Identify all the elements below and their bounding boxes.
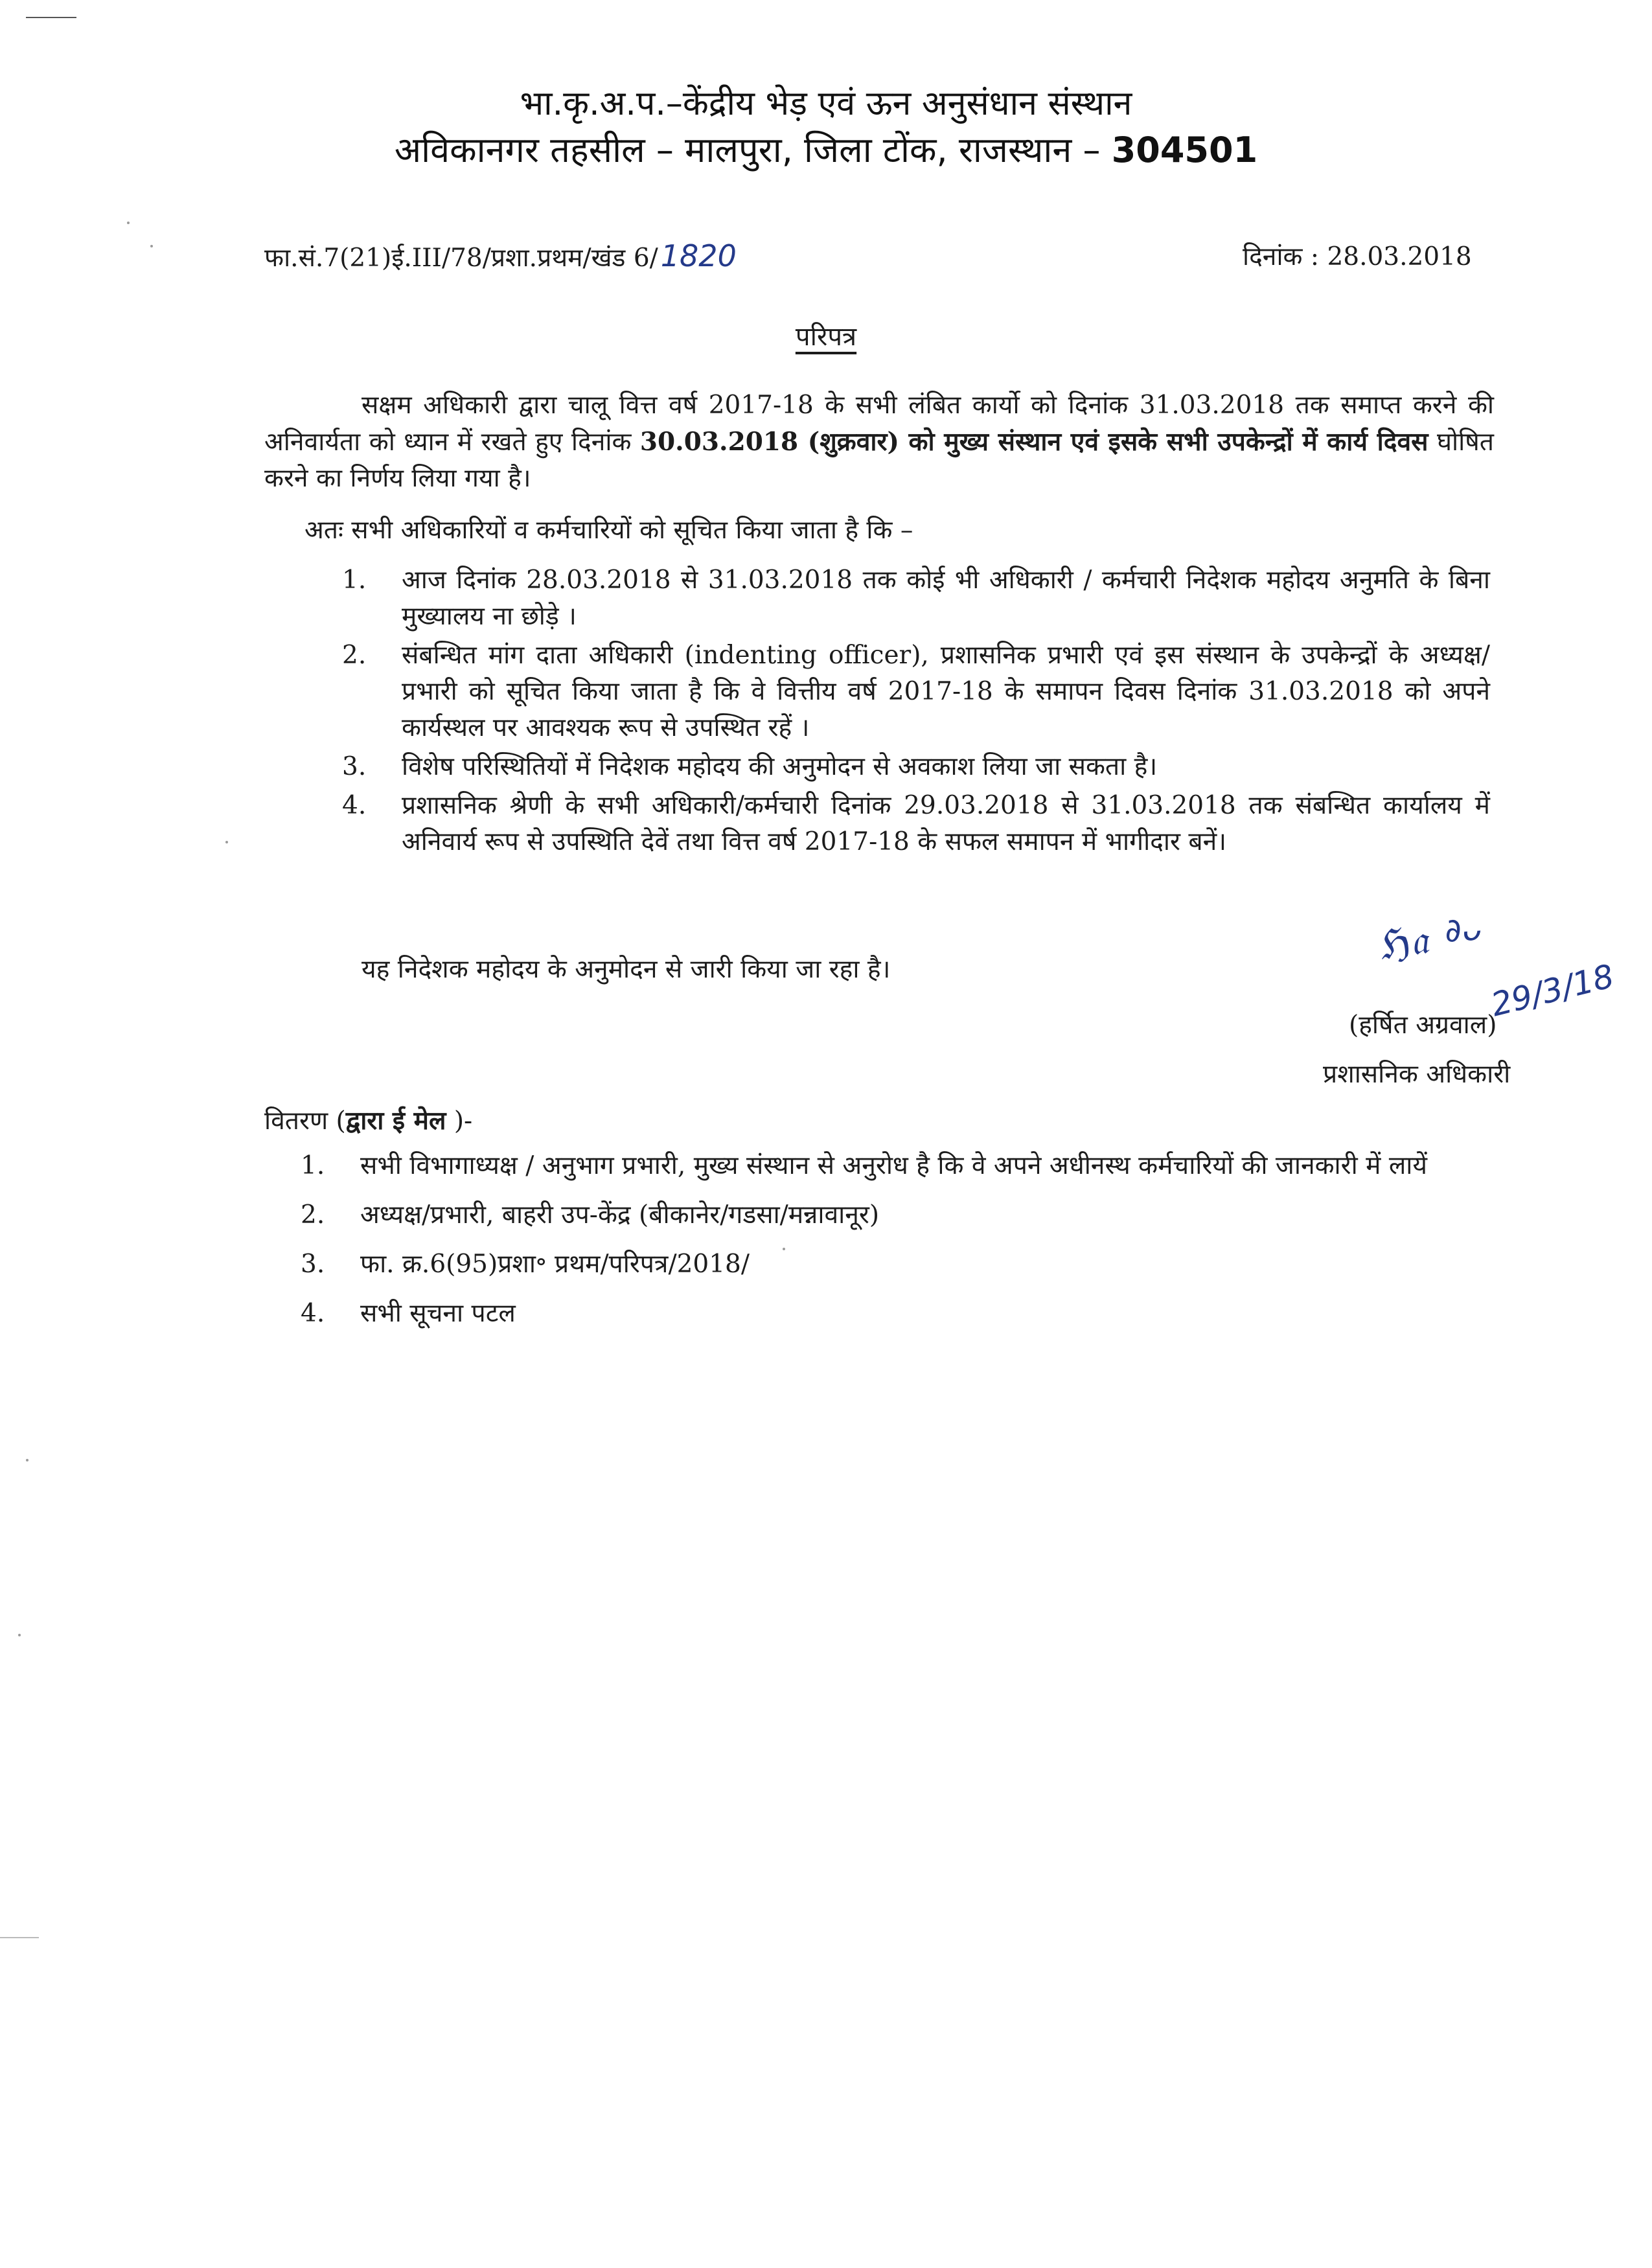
handwritten-signature: ℌ𝔞 bbox=[1377, 915, 1431, 969]
distribution-list bbox=[301, 1148, 1526, 1345]
institute-name: भा.कृ.अ.प.–केंद्रीय भेड़ एवं ऊन अनुसंधान संस्थान bbox=[520, 84, 1132, 123]
para-start: सक्षम अधिकारी द्वारा चालू वित्त वर्ष 2017-18 के सभी लंबित कार्यो को दिनांक 31.03.2018 तक समाप्त करने की अनिवार्यता को ध्यान में रखते हुए दिनांक bbox=[264, 391, 1494, 457]
scan-speck bbox=[127, 222, 130, 224]
handwritten-dispatch-number: 1820 bbox=[660, 238, 737, 273]
instruction-list bbox=[342, 562, 1490, 863]
item-text: विशेष परिस्थितियों में निदेशक महोदय की अनुमोदन से अवकाश लिया जा सकता है। bbox=[402, 752, 1158, 781]
item-text: संबन्धित मांग दाता अधिकारी (indenting officer), प्रशासनिक प्रभारी एवं इस संस्थान के उपकेन्द्रों के अध्यक्ष/प्रभारी को सूचित किया जाता है कि वे वित्तीय वर्ष 2017-18 के समापन दिवस दिनांक 31.03.2018 को अपने कार्यस्थल पर आवश्यक रूप से उपस्थित रहें । bbox=[402, 641, 1490, 742]
list-item bbox=[301, 1296, 1526, 1332]
para-bold: 30.03.2018 (शुक्रवार) को मुख्य संस्थान एवं इसके सभी उपकेन्द्रों में कार्य दिवस bbox=[639, 427, 1428, 457]
signature-date: 29/3/18 bbox=[1487, 957, 1618, 1024]
list-item bbox=[301, 1148, 1526, 1184]
list-item bbox=[342, 788, 1490, 860]
para-end: घोषित करने का निर्णय लिया गया है। bbox=[264, 428, 1494, 493]
item-text: सभी विभागाध्यक्ष / अनुभाग प्रभारी, मुख्य संस्थान से अनुरोध है कि वे अपने अधीनस्थ कर्मचारियों की जानकारी में लायें bbox=[360, 1151, 1427, 1180]
item-number: 2. bbox=[342, 641, 367, 670]
intro-line: अतः सभी अधिकारियों व कर्मचारियों को सूचित किया जाता है कि – bbox=[304, 516, 913, 545]
scan-speck bbox=[225, 841, 228, 843]
distribution-label-prefix: वितरण ( bbox=[264, 1106, 346, 1136]
circular-heading bbox=[0, 317, 1652, 353]
file-number-text: फा.सं.7(21)ई.III/78/प्रशा.प्रथम/खंड 6/ bbox=[264, 244, 658, 273]
list-item bbox=[301, 1197, 1526, 1233]
item-text: आज दिनांक 28.03.2018 से 31.03.2018 तक कोई भी अधिकारी / कर्मचारी निदेशक महोदय अनुमति के बिना मुख्यालय ना छोड़े । bbox=[402, 566, 1490, 631]
list-item bbox=[342, 637, 1490, 746]
scan-edge-mark bbox=[26, 17, 76, 18]
scan-speck bbox=[18, 1634, 21, 1636]
distribution-label-bold: द्वारा ई मेल bbox=[345, 1106, 446, 1136]
main-paragraph bbox=[264, 387, 1494, 497]
circular-heading-text: परिपत्र bbox=[795, 322, 857, 352]
item-number: 1. bbox=[301, 1151, 325, 1180]
item-text: अध्यक्ष/प्रभारी, बाहरी उप-केंद्र (बीकानेर/गडसा/मन्नावानूर) bbox=[360, 1200, 880, 1230]
list-item bbox=[301, 1246, 1526, 1283]
item-number: 2. bbox=[301, 1200, 325, 1230]
item-number: 1. bbox=[342, 566, 367, 595]
scan-speck bbox=[150, 245, 153, 247]
signatory-name: (हर्षित अग्रवाल) bbox=[1349, 1011, 1497, 1040]
scan-speck bbox=[26, 1459, 29, 1461]
item-text: प्रशासनिक श्रेणी के सभी अधिकारी/कर्मचारी दिनांक 29.03.2018 से 31.03.2018 तक संबन्धित कार्यालय में अनिवार्य रूप से उपस्थिति देवें तथा वित्त वर्ष 2017-18 के सफल समापन में भागीदार बनें। bbox=[402, 791, 1490, 856]
list-item bbox=[342, 749, 1490, 785]
item-number: 4. bbox=[301, 1299, 325, 1328]
item-text: फा. क्र.6(95)प्रशा॰ प्रथम/परिपत्र/2018/ bbox=[360, 1250, 750, 1279]
institute-address bbox=[0, 124, 1652, 172]
handwritten-initials: ∂ᴗ bbox=[1443, 910, 1483, 950]
list-item bbox=[342, 562, 1490, 635]
letter-date: दिनांक : 28.03.2018 bbox=[1243, 242, 1472, 271]
item-number: 3. bbox=[342, 752, 367, 781]
signatory-designation: प्रशासनिक अधिकारी bbox=[1323, 1060, 1511, 1089]
pincode: 304501 bbox=[1111, 130, 1258, 170]
item-number: 3. bbox=[301, 1250, 325, 1279]
file-number bbox=[264, 238, 737, 274]
address-text: अविकानगर तहसील – मालपुरा, जिला टोंक, राजस्थान – bbox=[394, 130, 1112, 170]
distribution-label-suffix: )- bbox=[446, 1106, 473, 1136]
scan-edge-mark bbox=[0, 1937, 39, 1938]
item-number: 4. bbox=[342, 791, 367, 820]
distribution-label bbox=[264, 1103, 472, 1137]
issued-note: यह निदेशक महोदय के अनुमोदन से जारी किया जा रहा है। bbox=[361, 955, 891, 984]
item-text: सभी सूचना पटल bbox=[360, 1299, 516, 1328]
